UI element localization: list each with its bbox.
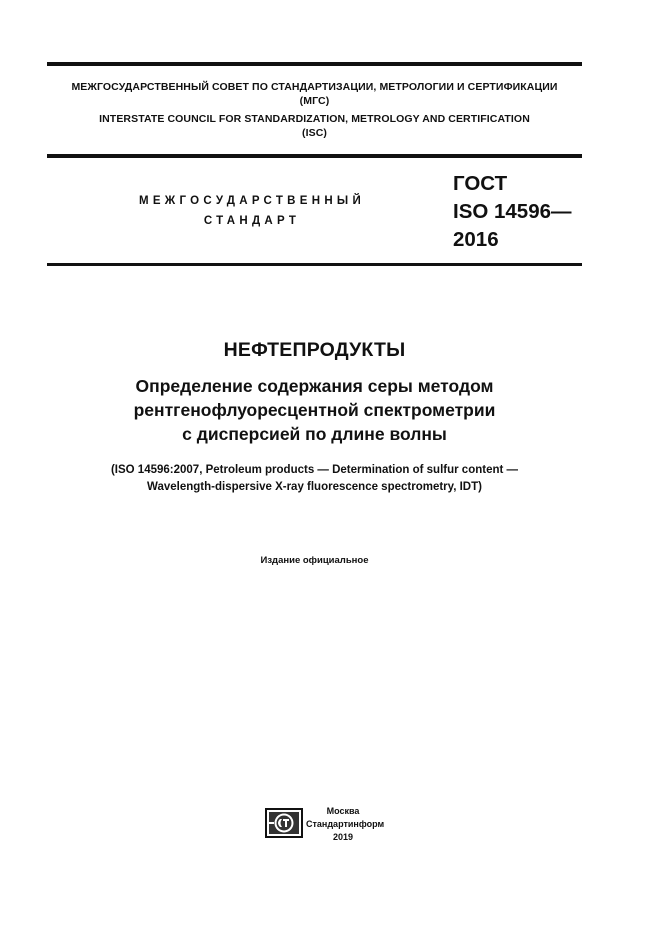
council-abbr-en: (ISC) [302, 127, 327, 139]
document-title: НЕФТЕПРОДУКТЫ [223, 339, 406, 361]
publisher-name: Стандартинформ [306, 819, 385, 829]
iso-reference-line2: Wavelength-dispersive X-ray fluorescence spectrometry, IDT) [147, 481, 482, 493]
gost-label: ГОСТ [453, 172, 508, 195]
iso-reference-line1: (ISO 14596:2007, Petroleum products — Determination of sulfur content — [110, 464, 519, 476]
standard-designation [453, 170, 572, 254]
standard-year: 2016 [453, 228, 499, 251]
publisher-city: Москва [326, 806, 360, 816]
council-name-ru [47, 80, 582, 108]
council-abbr-ru: (МГС) [299, 95, 330, 107]
top-rule [47, 62, 582, 66]
subtitle-line3: с дисперсией по длине волны [182, 424, 447, 444]
publisher-year: 2019 [332, 832, 354, 842]
document-subtitle [47, 374, 582, 446]
edition-note: Издание официальное [260, 555, 369, 566]
subtitle-line2: рентгенофлуоресцентной спектрометрии [133, 400, 496, 420]
iso-reference [47, 462, 582, 496]
council-name-en-line1: INTERSTATE COUNCIL FOR STANDARDIZATION, METROLOGY AND CERTIFICATION [99, 113, 530, 125]
standard-number: ISO 14596— [453, 200, 572, 223]
bottom-rule [47, 263, 582, 266]
council-name-en [47, 112, 582, 140]
subtitle-line1: Определение содержания серы методом [135, 376, 494, 396]
publisher-block [306, 805, 385, 844]
standard-kind-line2: СТАНДАРТ [203, 215, 301, 227]
standartinform-logo-icon [265, 808, 303, 838]
standard-kind-line1: МЕЖГОСУДАРСТВЕННЫЙ [138, 195, 366, 207]
council-name-ru-line1: МЕЖГОСУДАРСТВЕННЫЙ СОВЕТ ПО СТАНДАРТИЗАЦИИ, МЕТРОЛОГИИ И СЕРТИФИКАЦИИ [71, 81, 558, 93]
middle-rule [47, 154, 582, 158]
